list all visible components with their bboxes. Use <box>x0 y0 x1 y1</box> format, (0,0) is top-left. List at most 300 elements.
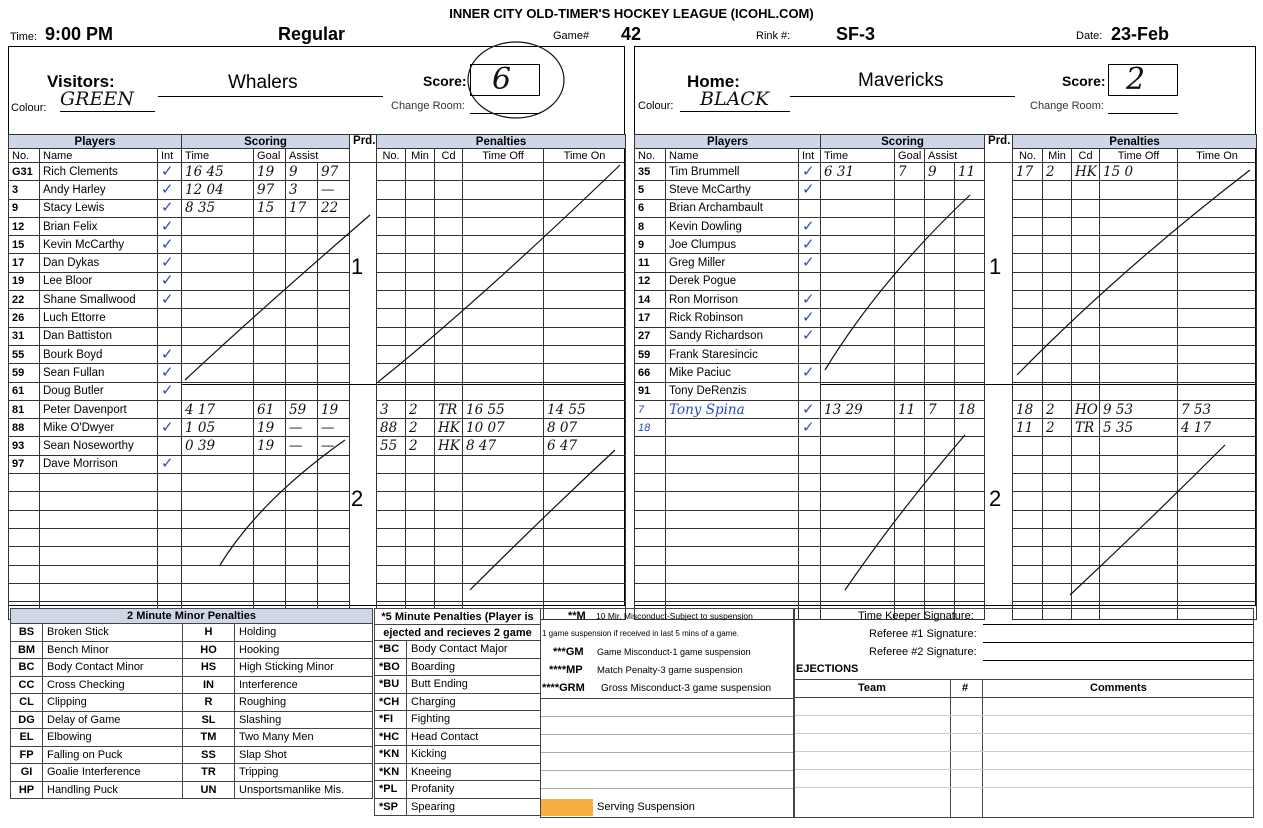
penalty-player-value: 55 <box>380 438 398 455</box>
assist-2-value: 22 <box>321 200 339 217</box>
ejections-title: EJECTIONS <box>796 663 859 675</box>
penalty-code: *BC <box>375 641 407 659</box>
visitors-period-2: 2 <box>351 486 364 511</box>
penalty-desc: Two Many Men <box>235 729 373 747</box>
player-number-value: 88 <box>12 421 25 434</box>
penalty-desc: Slashing <box>235 711 373 729</box>
minor-penalties-legend <box>10 608 373 799</box>
ejections-number-header: # <box>962 682 969 694</box>
visitors-change-room-label: Change Room: <box>391 100 465 112</box>
misconduct-divider <box>541 698 793 699</box>
penalty-desc: Handling Puck <box>43 781 183 799</box>
penalty-desc: Fighting <box>407 711 541 729</box>
check-icon: ✓ <box>161 217 174 235</box>
player-number-value: 17 <box>638 312 651 325</box>
scoring-header: Scoring <box>821 135 985 149</box>
check-icon: ✓ <box>161 290 174 308</box>
m-desc: 10 Mir. Misconduct-Subject to suspension <box>596 611 753 621</box>
col-pen-no: No. <box>377 149 406 163</box>
player-name-value: Tim Brummell <box>669 165 740 178</box>
col-no: No. <box>635 149 666 163</box>
penalty-desc: Kneeing <box>407 763 541 781</box>
home-score: 2 <box>1126 62 1146 97</box>
game-label: Game# <box>553 30 590 42</box>
game-number: 42 <box>621 24 642 44</box>
misconduct-panel <box>540 608 794 818</box>
penalty-desc: Charging <box>407 693 541 711</box>
legend-row <box>11 676 373 694</box>
legend-row <box>375 763 541 781</box>
player-number-value: G31 <box>12 165 33 178</box>
player-number-value: 97 <box>12 458 25 471</box>
player-name-value: Derek Pogue <box>669 275 737 288</box>
m-code: **M <box>568 610 586 622</box>
player-number-value: 17 <box>12 257 25 270</box>
minor-penalties-title: 2 Minute Minor Penalties <box>11 609 373 624</box>
player-number-value: 3 <box>12 183 19 196</box>
penalty-desc: Head Contact <box>407 728 541 746</box>
grm-desc: Gross Misconduct-3 game suspension <box>601 683 772 694</box>
check-icon: ✓ <box>161 272 174 290</box>
penalty-code: TM <box>183 729 235 747</box>
serving-suspension-label: Serving Suspension <box>597 801 695 813</box>
gm-code: ***GM <box>553 646 584 658</box>
home-penalty-strike-p1 <box>1017 170 1250 375</box>
penalty-code: *HC <box>375 728 407 746</box>
goal-scorer-value: 7 <box>898 163 907 180</box>
legend-row <box>11 641 373 659</box>
legend-row <box>375 658 541 676</box>
major-title-2: ejected and recieves 2 game <box>375 625 541 641</box>
legend-row <box>11 659 373 677</box>
penalty-desc: Profanity <box>407 781 541 799</box>
player-name-value: Shane Smallwood <box>43 293 136 306</box>
penalty-minutes-value: 2 <box>409 401 418 418</box>
prd-header: Prd. <box>350 135 377 163</box>
penalty-code: TR <box>183 764 235 782</box>
player-number-value: 31 <box>12 330 25 343</box>
penalty-code: *PL <box>375 781 407 799</box>
penalty-time-on-value: 6 47 <box>547 438 578 455</box>
penalty-code-value: HO <box>1075 401 1098 418</box>
check-icon: ✓ <box>802 180 815 198</box>
rink-label: Rink #: <box>756 30 791 42</box>
penalty-code: *CH <box>375 693 407 711</box>
penalty-desc: Kicking <box>407 746 541 764</box>
legend-row <box>11 764 373 782</box>
col-cd: Cd <box>1072 149 1100 163</box>
date-label: Date: <box>1076 30 1103 42</box>
player-number-value: 12 <box>12 220 25 233</box>
player-number-value: 66 <box>638 366 651 379</box>
home-period-1: 1 <box>989 254 1002 279</box>
mp-code: ****MP <box>549 664 583 676</box>
player-name-value: Brian Felix <box>43 220 98 233</box>
check-icon: ✓ <box>802 235 815 253</box>
ref1-signature-line[interactable] <box>983 642 1253 643</box>
assist-1-value: 59 <box>289 401 307 418</box>
penalty-code: *KN <box>375 746 407 764</box>
player-number-value: 59 <box>12 366 25 379</box>
goal-time-value: 16 45 <box>185 163 224 180</box>
player-name-value: Kevin Dowling <box>669 220 742 233</box>
player-name-value: Joe Clumpus <box>669 238 737 251</box>
goal-time-value: 0 39 <box>185 438 216 455</box>
penalty-desc: Delay of Game <box>43 711 183 729</box>
home-period-2: 2 <box>989 486 1002 511</box>
player-number-value: 59 <box>638 348 651 361</box>
penalty-desc: Holding <box>235 624 373 642</box>
check-icon: ✓ <box>161 363 174 381</box>
goal-time-value: 13 29 <box>824 401 863 418</box>
penalty-desc: Elbowing <box>43 729 183 747</box>
legend-row <box>375 781 541 799</box>
penalty-code-value: HK <box>438 438 460 455</box>
col-name: Name <box>40 149 158 163</box>
visitors-team-name: Whalers <box>228 72 298 93</box>
ejections-comments-header: Comments <box>1090 682 1147 694</box>
player-name-value: Bourk Boyd <box>43 348 103 361</box>
penalty-desc: Boarding <box>407 658 541 676</box>
home-scoring-strike-p2 <box>845 435 965 590</box>
major-title-1: *5 Minute Penalties (Player is <box>375 609 541 625</box>
col-time: Time <box>821 149 895 163</box>
penalty-desc: Goalie Interference <box>43 764 183 782</box>
penalty-desc: Falling on Puck <box>43 746 183 764</box>
penalty-code-value: TR <box>1075 419 1095 436</box>
penalty-desc: Cross Checking <box>43 676 183 694</box>
penalty-code: H <box>183 624 235 642</box>
penalty-code: *BO <box>375 658 407 676</box>
check-icon: ✓ <box>802 254 815 272</box>
home-change-room-label: Change Room: <box>1030 100 1104 112</box>
check-icon: ✓ <box>802 217 815 235</box>
assist-1-value: — <box>289 438 303 455</box>
check-icon: ✓ <box>161 382 174 400</box>
game-type: Regular <box>278 24 346 44</box>
assist-2-value: 18 <box>958 401 976 418</box>
assist-2-value: — <box>321 181 335 198</box>
league-title: INNER CITY OLD-TIMER'S HOCKEY LEAGUE (ICOHL.COM) <box>449 6 814 21</box>
player-name-value: Kevin McCarthy <box>43 238 125 251</box>
assist-1-value: 3 <box>289 181 298 198</box>
check-icon: ✓ <box>802 400 815 418</box>
check-icon: ✓ <box>161 254 174 272</box>
player-name-value: Mike O'Dwyer <box>43 421 115 434</box>
assist-2-value: 11 <box>958 163 976 180</box>
goal-scorer-value: 19 <box>257 419 275 436</box>
major-penalties-legend <box>374 608 541 816</box>
goal-scorer-value: 11 <box>898 401 916 418</box>
penalty-desc: Clipping <box>43 694 183 712</box>
player-number-value: 12 <box>638 275 651 288</box>
penalty-code: GI <box>11 764 43 782</box>
player-number-value: 6 <box>638 202 645 215</box>
player-number-value: 26 <box>12 312 25 325</box>
rink-number: SF-3 <box>836 24 876 44</box>
goal-time-value: 4 17 <box>185 401 216 418</box>
penalty-time-on-value: 8 07 <box>547 419 578 436</box>
player-name-value: Dan Dykas <box>43 257 100 270</box>
col-cd: Cd <box>435 149 463 163</box>
penalty-desc: Body Contact Major <box>407 641 541 659</box>
player-number-value: 18 <box>638 421 651 434</box>
goal-scorer-value: 19 <box>257 163 275 180</box>
penalty-code: *BU <box>375 676 407 694</box>
penalty-code: IN <box>183 676 235 694</box>
player-name-value: Tony Spina <box>669 401 745 418</box>
gm-desc: Game Misconduct-1 game suspension <box>597 647 751 657</box>
penalty-code-value: TR <box>438 401 458 418</box>
visitors-scoring-strike-p2 <box>220 440 345 565</box>
goal-scorer-value: 61 <box>257 401 275 418</box>
check-icon: ✓ <box>161 180 174 198</box>
player-name-value: Dave Morrison <box>43 458 118 471</box>
penalty-desc: Roughing <box>235 694 373 712</box>
home-label: Home: <box>687 72 740 91</box>
penalty-code: CC <box>11 676 43 694</box>
player-number-value: 81 <box>12 403 25 416</box>
player-number-value: 11 <box>638 257 650 270</box>
legend-row <box>11 746 373 764</box>
ref1-signature-label: Referee #1 Signature: <box>869 628 977 640</box>
penalty-code: HS <box>183 659 235 677</box>
penalty-code: BC <box>11 659 43 677</box>
legend-row <box>11 624 373 642</box>
penalty-player-value: 17 <box>1016 163 1034 180</box>
player-name-value: Sean Fullan <box>43 366 105 379</box>
col-time-on: Time On <box>1178 149 1257 163</box>
goal-time-value: 6 31 <box>824 163 855 180</box>
player-name-value: Sean Noseworthy <box>43 440 134 453</box>
goal-time-value: 12 04 <box>185 181 224 198</box>
penalty-code: SL <box>183 711 235 729</box>
col-name: Name <box>666 149 799 163</box>
visitors-label: Visitors: <box>47 72 115 91</box>
col-int: Int <box>158 149 182 163</box>
player-name-value: Luch Ettorre <box>43 312 106 325</box>
legend-row <box>11 781 373 799</box>
penalty-desc: Broken Stick <box>43 624 183 642</box>
players-header: Players <box>9 135 182 149</box>
penalty-time-off-value: 16 55 <box>466 401 505 418</box>
assist-1-value: — <box>289 419 303 436</box>
penalty-code: BS <box>11 624 43 642</box>
penalty-minutes-value: 2 <box>409 419 418 436</box>
legend-row <box>11 729 373 747</box>
check-icon: ✓ <box>161 199 174 217</box>
check-icon: ✓ <box>161 418 174 436</box>
penalty-desc: Unsportsmanlike Mis. <box>235 781 373 799</box>
player-name-value: Lee Bloor <box>43 275 93 288</box>
time-label: Time: <box>10 31 38 43</box>
col-goal: Goal <box>895 149 925 163</box>
goal-scorer-value: 97 <box>257 181 275 198</box>
player-number-value: 22 <box>12 293 25 306</box>
ref2-signature-line[interactable] <box>983 660 1253 661</box>
visitors-scoring-strike-p1 <box>185 215 370 380</box>
penalty-code: *KN <box>375 763 407 781</box>
home-scoring-strike-p1 <box>825 195 970 370</box>
legend-row <box>375 728 541 746</box>
check-icon: ✓ <box>161 455 174 473</box>
penalty-desc: Slap Shot <box>235 746 373 764</box>
game-time: 9:00 PM <box>45 24 114 44</box>
legend-row <box>375 641 541 659</box>
penalty-code-value: HK <box>1075 163 1097 180</box>
home-colour-label: Colour: <box>638 100 674 112</box>
player-number-value: 35 <box>638 165 651 178</box>
col-min: Min <box>406 149 435 163</box>
penalty-code: R <box>183 694 235 712</box>
legend-row <box>375 676 541 694</box>
serving-suspension-swatch <box>541 799 593 816</box>
penalty-code: EL <box>11 729 43 747</box>
penalty-time-on-value: 7 53 <box>1181 401 1212 418</box>
penalty-time-off-value: 9 53 <box>1103 401 1134 418</box>
col-time-on: Time On <box>544 149 626 163</box>
player-name-value: Dan Battiston <box>43 330 113 343</box>
penalty-player-value: 3 <box>380 401 389 418</box>
player-number-value: 7 <box>638 403 645 416</box>
ref2-signature-label: Referee #2 Signature: <box>869 646 977 658</box>
visitors-score-circle <box>468 42 564 118</box>
penalty-desc: Spearing <box>407 798 541 816</box>
penalty-desc: Tripping <box>235 764 373 782</box>
check-icon: ✓ <box>802 418 815 436</box>
player-name-value: Andy Harley <box>43 183 106 196</box>
col-pen-no: No. <box>1013 149 1043 163</box>
assist-2-value: — <box>321 419 335 436</box>
visitors-colour-label: Colour: <box>11 102 47 114</box>
assist-2-value: — <box>321 438 335 455</box>
penalty-code-value: HK <box>438 419 460 436</box>
penalty-code: BM <box>11 641 43 659</box>
col-assist: Assist <box>286 149 350 163</box>
player-name-value: Tony DeRenzis <box>669 385 747 398</box>
penalty-code: *FI <box>375 711 407 729</box>
player-number-value: 5 <box>638 183 645 196</box>
penalty-code: CL <box>11 694 43 712</box>
mp-desc: Match Penalty-3 game suspension <box>597 665 743 676</box>
legend-row <box>11 711 373 729</box>
penalty-code: FP <box>11 746 43 764</box>
penalty-time-off-value: 10 07 <box>466 419 505 436</box>
penalty-desc: Hooking <box>235 641 373 659</box>
col-goal: Goal <box>254 149 286 163</box>
player-number-value: 27 <box>638 330 651 343</box>
penalty-code: HO <box>183 641 235 659</box>
visitors-score: 6 <box>492 62 512 97</box>
player-number-value: 14 <box>638 293 651 306</box>
player-name-value: Sandy Richardson <box>669 330 763 343</box>
player-number-value: 91 <box>638 385 651 398</box>
m-note: 1 game suspension if received in last 5 mins of a game. <box>542 629 739 638</box>
penalties-header: Penalties <box>377 135 626 149</box>
penalty-code: DG <box>11 711 43 729</box>
player-name-value: Brian Archambault <box>669 202 763 215</box>
visitors-colour: GREEN <box>60 88 134 110</box>
game-date: 23-Feb <box>1111 24 1170 44</box>
player-number-value: 9 <box>638 238 645 251</box>
penalty-time-off-value: 8 47 <box>466 438 497 455</box>
ejections-team-header: Team <box>858 682 886 694</box>
assist-1-value: 17 <box>289 200 307 217</box>
penalty-time-off-value: 5 35 <box>1103 419 1134 436</box>
player-name-value: Peter Davenport <box>43 403 127 416</box>
penalties-header: Penalties <box>1013 135 1257 149</box>
player-name-value: Greg Miller <box>669 257 726 270</box>
legend-row <box>11 694 373 712</box>
check-icon: ✓ <box>802 327 815 345</box>
penalty-time-off-value: 15 0 <box>1103 163 1134 180</box>
player-name-value: Rich Clements <box>43 165 118 178</box>
penalty-minutes-value: 2 <box>1046 401 1055 418</box>
penalty-code: SS <box>183 746 235 764</box>
penalty-code: *SP <box>375 798 407 816</box>
goal-scorer-value: 19 <box>257 438 275 455</box>
home-score-label: Score: <box>1062 73 1106 89</box>
visitors-penalty-strike-p2 <box>470 450 615 590</box>
home-penalty-strike-p2 <box>1070 445 1225 595</box>
visitors-penalty-strike-p1 <box>378 165 620 382</box>
player-name-value: Stacy Lewis <box>43 202 105 215</box>
home-team-name: Mavericks <box>858 70 944 91</box>
penalty-minutes-value: 2 <box>1046 163 1055 180</box>
scoring-header: Scoring <box>182 135 350 149</box>
assist-1-value: 7 <box>928 401 937 418</box>
penalty-code: HP <box>11 781 43 799</box>
player-number-value: 61 <box>12 385 25 398</box>
legend-row <box>375 798 541 816</box>
col-time-off: Time Off <box>1100 149 1178 163</box>
goal-time-value: 8 35 <box>185 200 216 217</box>
col-int: Int <box>799 149 821 163</box>
assist-1-value: 9 <box>928 163 937 180</box>
check-icon: ✓ <box>802 309 815 327</box>
timekeeper-signature-line[interactable] <box>983 624 1253 625</box>
penalty-desc: Bench Minor <box>43 641 183 659</box>
check-icon: ✓ <box>802 363 815 381</box>
penalty-desc: Butt Ending <box>407 676 541 694</box>
player-name-value: Rick Robinson <box>669 312 744 325</box>
legend-row <box>375 693 541 711</box>
legend-row <box>375 746 541 764</box>
visitors-period-1: 1 <box>351 254 364 279</box>
col-min: Min <box>1043 149 1072 163</box>
penalty-minutes-value: 2 <box>1046 419 1055 436</box>
check-icon: ✓ <box>802 162 815 180</box>
assist-2-value: 19 <box>321 401 339 418</box>
goal-scorer-value: 15 <box>257 200 275 217</box>
player-number-value: 15 <box>12 238 25 251</box>
check-icon: ✓ <box>161 345 174 363</box>
col-time: Time <box>182 149 254 163</box>
penalty-time-on-value: 4 17 <box>1181 419 1212 436</box>
timekeeper-signature-label: Time Keeper Signature: <box>858 610 974 622</box>
check-icon: ✓ <box>802 290 815 308</box>
player-name-value: Steve McCarthy <box>669 183 751 196</box>
col-time-off: Time Off <box>463 149 544 163</box>
home-colour: BLACK <box>700 88 770 110</box>
player-number-value: 9 <box>12 202 19 215</box>
penalty-player-value: 18 <box>1016 401 1034 418</box>
col-assist: Assist <box>925 149 985 163</box>
goal-time-value: 1 05 <box>185 419 216 436</box>
grm-code: ****GRM <box>542 682 585 694</box>
player-name-value: Mike Paciuc <box>669 366 731 379</box>
legend-row <box>375 711 541 729</box>
